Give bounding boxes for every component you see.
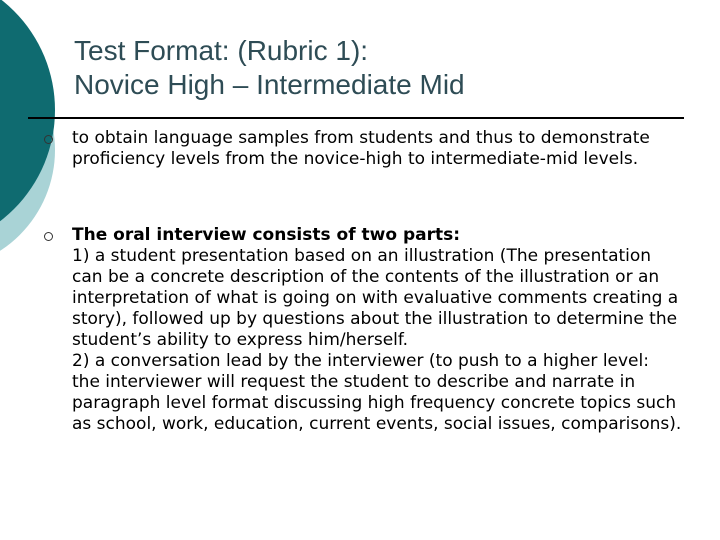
slide-title [74,34,704,102]
oral-interview-heading: The oral interview consists of two parts: [72,225,461,245]
bullet-text [72,225,682,435]
slide-title-line-1: Test Format: (Rubric 1): [74,35,369,66]
bullet-text [72,128,682,170]
oral-interview-part-2: 2) a conversation lead by the interviewer (to push to a higher level: the interviewer will request the student to describe and narrate in paragraph level format discussing high frequency concrete topics such as school, work, education, current events, social issues, comparisons). [72,351,682,434]
oral-interview-part-1: 1) a student presentation based on an illustration (The presentation can be a concrete description of the contents of the illustration or an interpretation of what is going on with evaluative comments creating a story), followed up by questions about the illustration to determine the student’s ability to express him/herself. [72,246,679,350]
title-divider [28,117,684,119]
decorative-circles [0,0,60,300]
slide-title-line-2: Novice High – Intermediate Mid [74,69,465,100]
bullet-circle-icon [44,135,53,144]
bullet-circle-icon [44,232,53,241]
bullet-purpose-text: to obtain language samples from students and thus to demonstrate proficiency levels from the novice-high to intermediate-mid levels. [72,128,650,169]
